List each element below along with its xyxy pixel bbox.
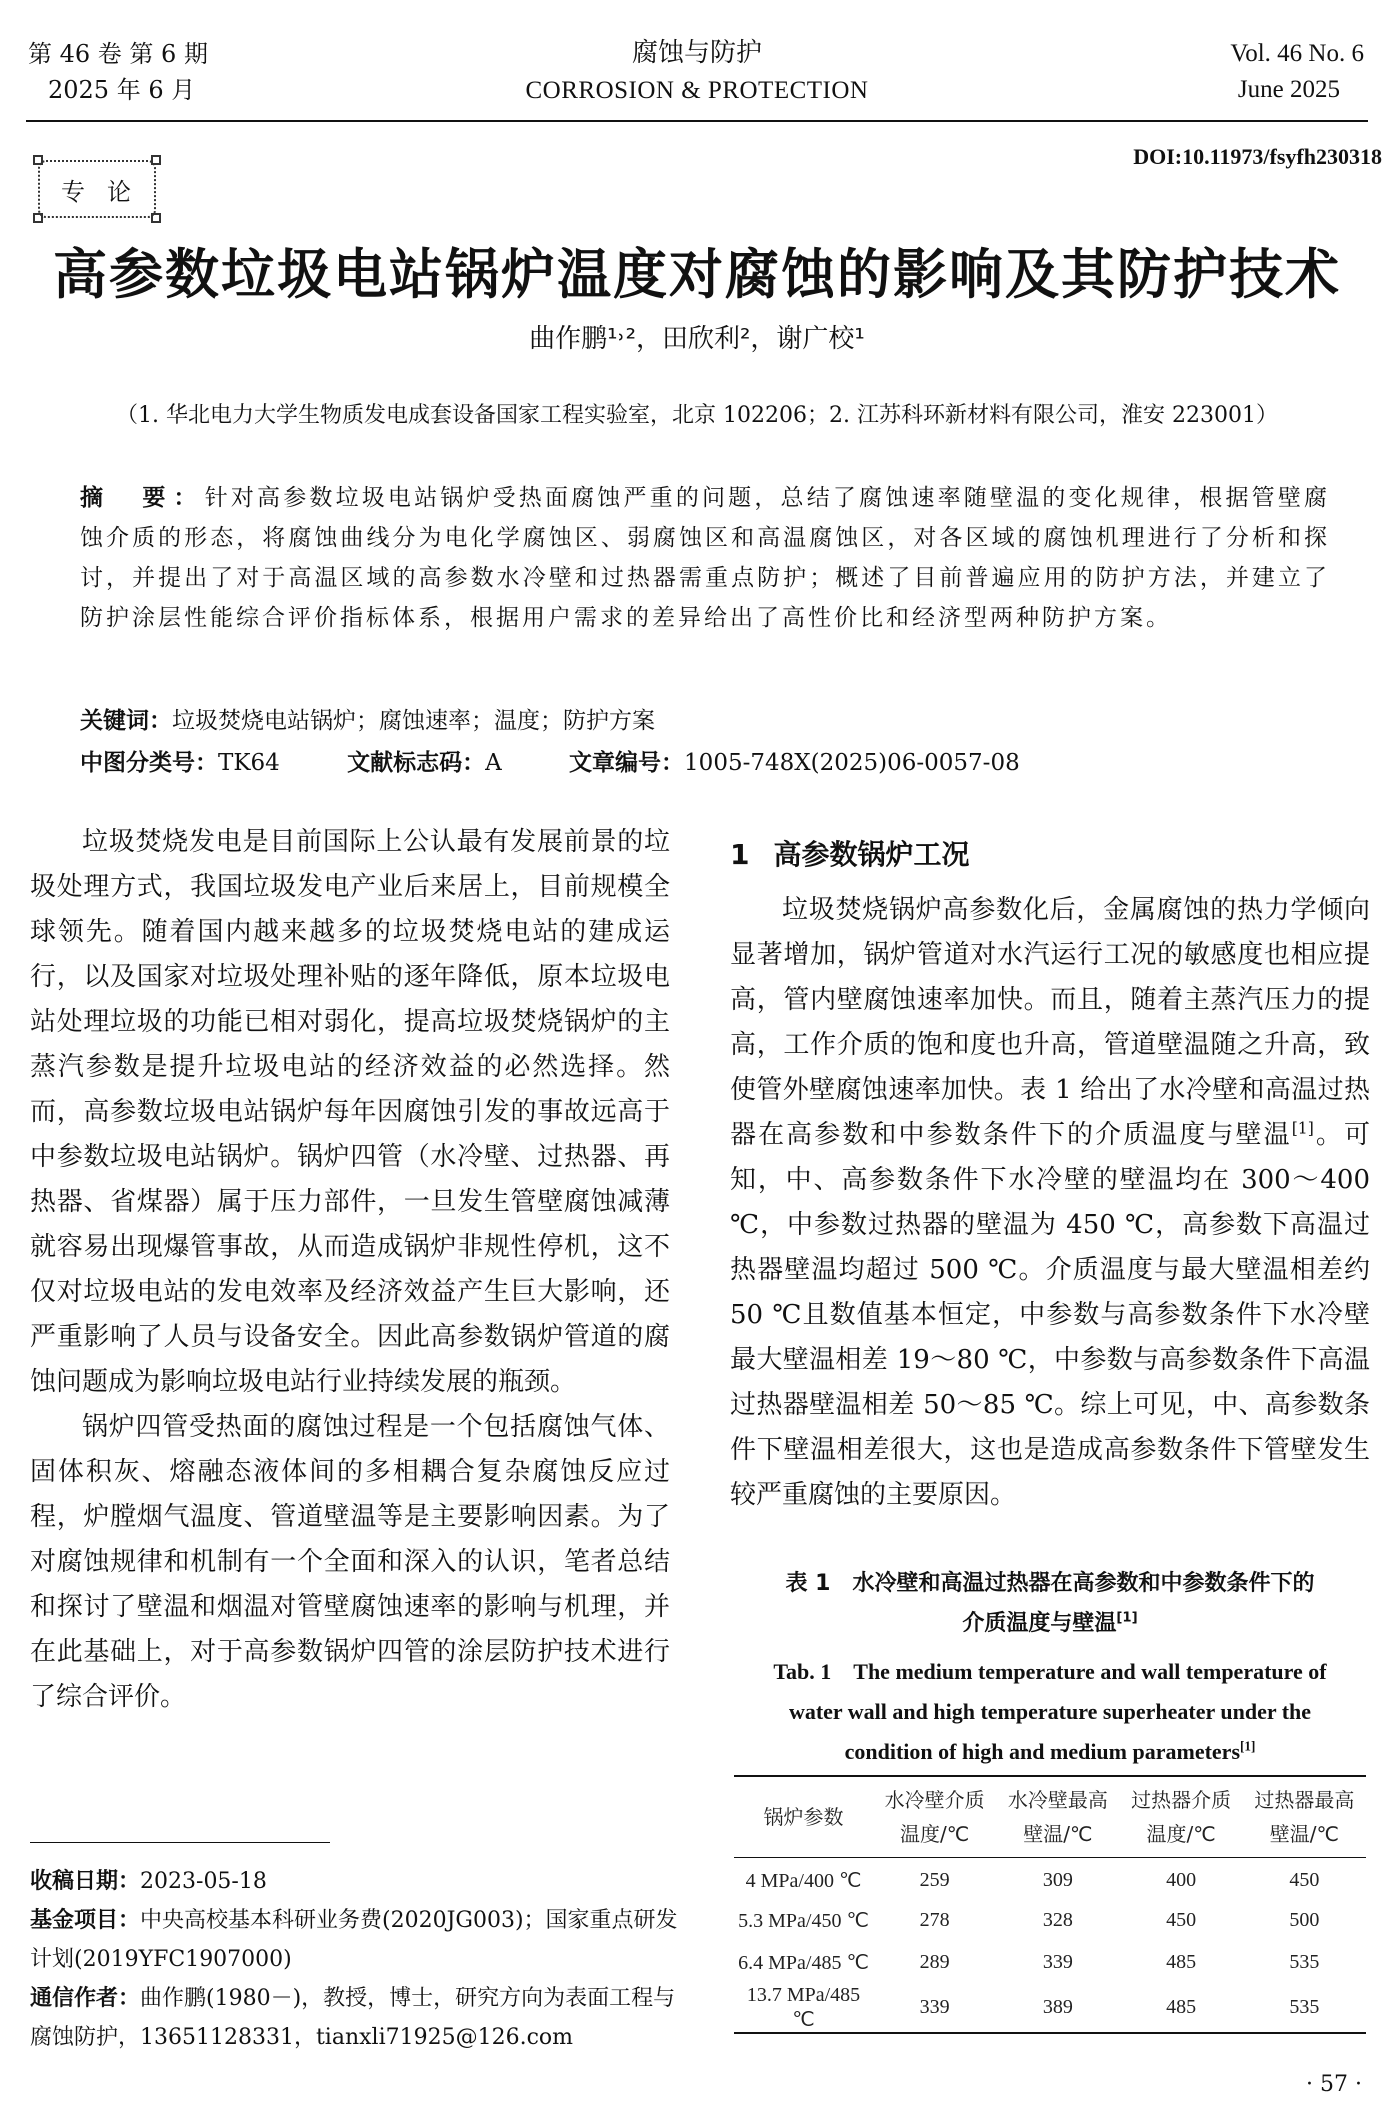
- header-right: [1230, 36, 1364, 108]
- table-cell: 450: [1166, 1909, 1197, 1931]
- caption-text: 介质温度与壁温: [962, 1611, 1117, 1636]
- keywords-text: 垃圾焚烧电站锅炉；腐蚀速率；温度；防护方案: [172, 708, 655, 734]
- received-value: 2023-05-18: [140, 1869, 267, 1894]
- table-header-cell: 过热器介质温度/℃: [1120, 1776, 1243, 1858]
- table-cell: 13.7 MPa/485 ℃: [746, 1983, 861, 2031]
- table-caption-cn: [730, 1564, 1370, 1644]
- left-column: [30, 820, 670, 1720]
- journal-name-cn: 腐蚀与防护: [631, 38, 762, 68]
- body-paragraph: [730, 888, 1370, 1518]
- authors: 曲作鹏¹˒²，田欣利²，谢广校¹: [529, 324, 865, 354]
- citation-ref[interactable]: [1]: [1291, 1119, 1314, 1138]
- table-header-cell: 锅炉参数: [734, 1776, 873, 1858]
- table-header-cell: 水冷壁最高壁温/℃: [996, 1776, 1119, 1858]
- body-text: 。可知，中、高参数条件下水冷壁的壁温均在 300～400 ℃，中参数过热器的壁温为 450 ℃，高参数下高温过热器壁温均超过 500 ℃。介质温度与最大壁温相差约 50 ℃且数值基本恒定，中参数与高参数条件下水冷壁最大壁温相差 19～80 ℃，中参数与高参数条件下高温过热器壁温相差 50～85 ℃。综上可见，中、高参数条件下壁温相差很大，这也是造成高参数条件下管壁发生较严重腐蚀的主要原因。: [730, 1120, 1370, 1510]
- article-number-value: 1005-748X(2025)06-0057-08: [684, 750, 1020, 776]
- clc-number: [80, 744, 280, 777]
- table-row: [734, 1942, 1366, 1984]
- date-cn: 2025 年 6 月: [48, 76, 196, 104]
- data-table: [734, 1775, 1366, 2034]
- abstract: [80, 478, 1330, 638]
- footnote: [30, 1862, 680, 2057]
- corresponding-author: [30, 1979, 680, 2057]
- citation-ref[interactable]: [1]: [1240, 1738, 1256, 1754]
- received-date: [30, 1862, 680, 1901]
- table-cell: 289: [919, 1951, 950, 1973]
- footnote-rule: [30, 1842, 330, 1843]
- abstract-label: 摘 要：: [80, 485, 205, 511]
- header-center: [0, 34, 1394, 110]
- clc-value: TK64: [218, 750, 280, 776]
- table-cell: 309: [1042, 1869, 1073, 1892]
- caption-line: water wall and high temperature superheater under the: [788, 1699, 1312, 1724]
- badge-corner-icon: [33, 213, 43, 223]
- table-cell: 5.3 MPa/450 ℃: [738, 1910, 869, 1932]
- table-cell: 339: [919, 1996, 950, 2018]
- classification-line: [80, 744, 1330, 777]
- fund-info: [30, 1901, 680, 1979]
- caption-line-2: [730, 1604, 1370, 1644]
- date-en: June 2025: [1237, 76, 1340, 103]
- table-cell: 278: [919, 1909, 950, 1931]
- table-cell: 450: [1289, 1869, 1320, 1892]
- received-label: 收稿日期：: [30, 1869, 141, 1894]
- table-cell: 259: [919, 1869, 950, 1892]
- table-cell: 6.4 MPa/485 ℃: [738, 1952, 869, 1974]
- volume-issue-cn: 第 46 卷 第 6 期: [28, 40, 208, 68]
- caption-line-3: [730, 1732, 1370, 1772]
- table-caption-en: [730, 1652, 1370, 1772]
- volume-issue-en: Vol. 46 No. 6: [1230, 40, 1364, 67]
- keywords-label: 关键词：: [80, 708, 172, 734]
- body-paragraph: 垃圾焚烧发电是目前国际上公认最有发展前景的垃圾处理方式，我国垃圾发电产业后来居上，目前规模全球领先。随着国内越来越多的垃圾焚烧电站的建成运行，以及国家对垃圾处理补贴的逐年降低，原本垃圾电站处理垃圾的功能已相对弱化，提高垃圾焚烧锅炉的主蒸汽参数是提升垃圾电站的经济效益的必然选择。然而，高参数垃圾电站锅炉每年因腐蚀引发的事故远高于中参数垃圾电站锅炉。锅炉四管（水冷壁、过热器、再热器、省煤器）属于压力部件，一旦发生管壁腐蚀减薄就容易出现爆管事故，从而造成锅炉非规性停机，这不仅对垃圾电站的发电效率及经济效益产生巨大影响，还严重影响了人员与设备安全。因此高参数锅炉管道的腐蚀问题成为影响垃圾电站行业持续发展的瓶颈。: [30, 827, 670, 1397]
- table-cell: 400: [1166, 1869, 1197, 1892]
- badge-corner-icon: [33, 155, 43, 165]
- table-row: [734, 1858, 1366, 1900]
- table-cell: 389: [1042, 1996, 1073, 2018]
- table-row: [734, 1984, 1366, 2033]
- caption-line: 表 1 水冷壁和高温过热器在高参数和中参数条件下的: [785, 1571, 1315, 1596]
- doi: DOI:10.11973/fsyfh230318: [1133, 144, 1382, 169]
- fund-value: 中央高校基本科研业务费(2020JG003)；国家重点研发计划(2019YFC1907000): [30, 1908, 678, 1972]
- table-cell: 328: [1042, 1909, 1073, 1931]
- table-cell: 485: [1166, 1951, 1197, 1973]
- column-badge: [38, 160, 156, 218]
- body-paragraph: 锅炉四管受热面的腐蚀过程是一个包括腐蚀气体、固体积灰、熔融态液体间的多相耦合复杂腐蚀反应过程，炉膛烟气温度、管道壁温等是主要影响因素。为了对腐蚀规律和机制有一个全面和深入的认识，笔者总结和探讨了壁温和烟温对管壁腐蚀速率的影响与机理，并在此基础上，对于高参数锅炉四管的涂层防护技术进行了综合评价。: [30, 1412, 670, 1712]
- affiliation: （1. 华北电力大学生物质发电成套设备国家工程实验室，北京 102206；2. 江苏科环新材料有限公司，淮安 223001）: [116, 403, 1278, 428]
- page-number: · 57 ·: [1306, 2072, 1362, 2097]
- article-number: [569, 744, 1020, 777]
- table-cell: 500: [1289, 1909, 1320, 1931]
- table-cell: 535: [1289, 1951, 1320, 1973]
- corresponding-value: 曲作鹏(1980－)，教授，博士，研究方向为表面工程与腐蚀防护，13651128331，tianxli71925@126.com: [30, 1986, 676, 2050]
- paper-title: 高参数垃圾电站锅炉温度对腐蚀的影响及其防护技术: [53, 243, 1341, 306]
- table-header-cell: 水冷壁介质温度/℃: [873, 1776, 996, 1858]
- keywords: [80, 702, 655, 735]
- table-cell: 4 MPa/400 ℃: [745, 1870, 862, 1893]
- table-cell: 339: [1042, 1951, 1073, 1973]
- article-number-label: 文章编号：: [569, 750, 685, 776]
- badge-corner-icon: [151, 213, 161, 223]
- document-code-value: A: [485, 750, 502, 776]
- section-number: 1: [730, 838, 750, 871]
- fund-label: 基金项目：: [30, 1908, 141, 1933]
- right-column: [730, 830, 1370, 1518]
- abstract-text: 针对高参数垃圾电站锅炉受热面腐蚀严重的问题，总结了腐蚀速率随壁温的变化规律，根据管壁腐蚀介质的形态，将腐蚀曲线分为电化学腐蚀区、弱腐蚀区和高温腐蚀区，对各区域的腐蚀机理进行了分析和探讨，并提出了对于高温区域的高参数水冷壁和过热器需重点防护；概述了目前普遍应用的防护方法，并建立了防护涂层性能综合评价指标体系，根据用户需求的差异给出了高性价比和经济型两种防护方案。: [80, 485, 1331, 631]
- clc-label: 中图分类号：: [80, 750, 218, 776]
- caption-line: Tab. 1 The medium temperature and wall temperature of: [773, 1659, 1327, 1684]
- citation-ref[interactable]: [1]: [1116, 1610, 1138, 1626]
- body-text: 垃圾焚烧锅炉高参数化后，金属腐蚀的热力学倾向显著增加，锅炉管道对水汽运行工况的敏感度也相应提高，管内壁腐蚀速率加快。而且，随着主蒸汽压力的提高，工作介质的饱和度也升高，管道壁温随之升高，致使管外壁腐蚀速率加快。表 1 给出了水冷壁和高温过热器在高参数和中参数条件下的介质温度与壁温: [730, 895, 1370, 1150]
- badge-corner-icon: [151, 155, 161, 165]
- section-title: 高参数锅炉工况: [773, 838, 970, 871]
- document-code: [347, 744, 502, 777]
- table-header-row: [734, 1776, 1366, 1858]
- column-label: 专论: [61, 179, 153, 206]
- caption-text: condition of high and medium parameters: [844, 1739, 1241, 1764]
- table-cell: 535: [1289, 1996, 1320, 2018]
- journal-name-en: CORROSION & PROTECTION: [525, 77, 869, 104]
- header-rule: [26, 120, 1368, 122]
- table-header-cell: 过热器最高壁温/℃: [1243, 1776, 1366, 1858]
- corresponding-label: 通信作者：: [30, 1986, 141, 2011]
- table-cell: 485: [1166, 1996, 1197, 2018]
- section-heading: [730, 830, 1370, 880]
- document-code-label: 文献标志码：: [347, 750, 486, 776]
- table-row: [734, 1900, 1366, 1942]
